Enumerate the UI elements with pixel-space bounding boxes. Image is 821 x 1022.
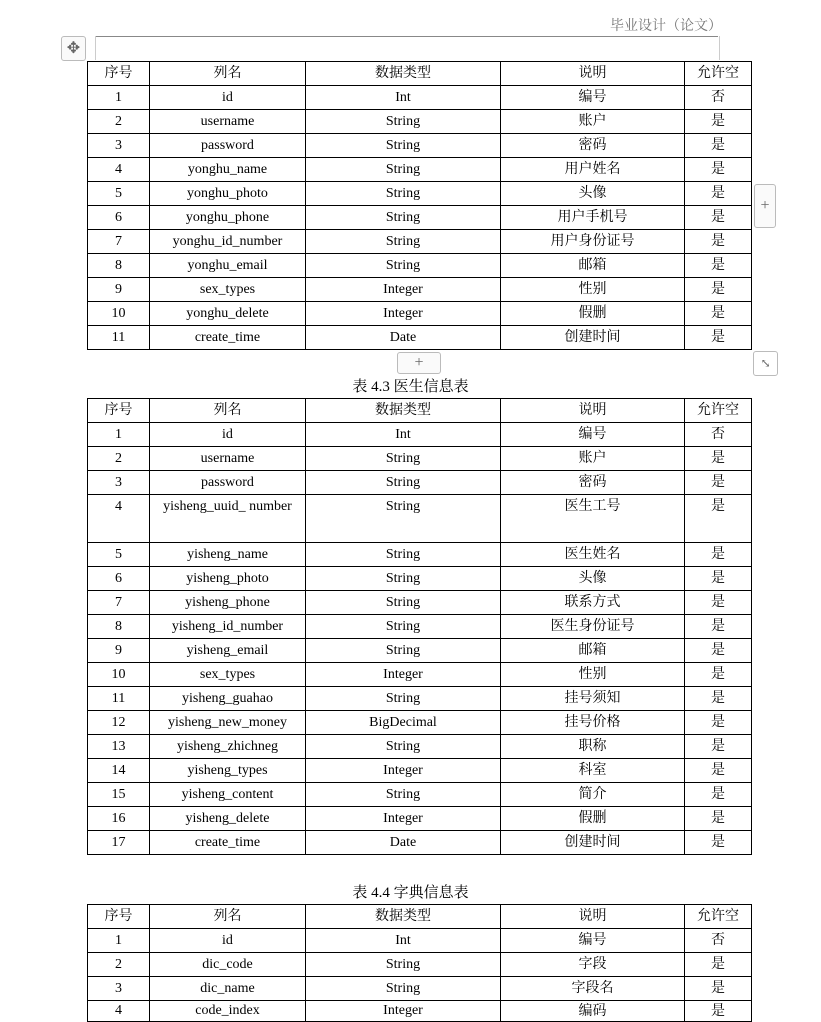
nullable-cell: 是	[685, 230, 752, 254]
description-cell: 医生身份证号	[501, 615, 685, 639]
description-cell: 科室	[501, 759, 685, 783]
description-cell: 创建时间	[501, 831, 685, 855]
data-type-cell: Integer	[306, 278, 501, 302]
nullable-cell: 是	[685, 326, 752, 350]
nullable-cell: 是	[685, 278, 752, 302]
table-row	[88, 471, 752, 495]
data-type-cell: String	[306, 182, 501, 206]
nullable-cell: 是	[685, 206, 752, 230]
description-cell: 邮箱	[501, 254, 685, 278]
description-cell: 编号	[501, 86, 685, 110]
description-cell: 职称	[501, 735, 685, 759]
row-number-cell: 1	[88, 423, 150, 447]
data-type-cell: Int	[306, 423, 501, 447]
column-name-cell: yonghu_id_number	[150, 230, 306, 254]
row-number-cell: 16	[88, 807, 150, 831]
description-cell: 密码	[501, 471, 685, 495]
data-type-cell: String	[306, 953, 501, 977]
row-number-cell: 2	[88, 110, 150, 134]
row-number-cell: 6	[88, 567, 150, 591]
nullable-cell: 是	[685, 711, 752, 735]
column-header: 允许空	[685, 905, 752, 929]
nullable-cell: 是	[685, 567, 752, 591]
table-row	[88, 929, 752, 953]
row-number-cell: 7	[88, 591, 150, 615]
description-cell: 简介	[501, 783, 685, 807]
description-cell: 医生姓名	[501, 543, 685, 567]
row-number-cell: 11	[88, 687, 150, 711]
column-name-cell: code_index	[150, 1001, 306, 1022]
row-number-cell: 10	[88, 663, 150, 687]
data-type-cell: Int	[306, 929, 501, 953]
dictionary-table	[87, 904, 752, 1022]
column-header: 说明	[501, 62, 685, 86]
table-move-handle-icon[interactable]: ✥	[61, 36, 86, 61]
column-name-cell: id	[150, 929, 306, 953]
column-header: 数据类型	[306, 399, 501, 423]
nullable-cell: 否	[685, 86, 752, 110]
description-cell: 挂号须知	[501, 687, 685, 711]
nullable-cell: 是	[685, 134, 752, 158]
column-name-cell: yonghu_photo	[150, 182, 306, 206]
table-header-row	[88, 399, 752, 423]
row-number-cell: 6	[88, 206, 150, 230]
column-name-cell: yisheng_zhichneg	[150, 735, 306, 759]
nullable-cell: 是	[685, 110, 752, 134]
table-row	[88, 158, 752, 182]
user-table	[87, 61, 752, 350]
description-cell: 字段	[501, 953, 685, 977]
table-row	[88, 711, 752, 735]
table-row	[88, 447, 752, 471]
data-type-cell: Integer	[306, 1001, 501, 1022]
description-cell: 头像	[501, 182, 685, 206]
data-type-cell: String	[306, 134, 501, 158]
nullable-cell: 是	[685, 759, 752, 783]
description-cell: 用户身份证号	[501, 230, 685, 254]
data-type-cell: Integer	[306, 302, 501, 326]
column-header: 序号	[88, 399, 150, 423]
column-name-cell: yonghu_name	[150, 158, 306, 182]
table-caption-4-4: 表 4.4 字典信息表	[352, 885, 469, 901]
data-type-cell: Date	[306, 326, 501, 350]
column-name-cell: username	[150, 110, 306, 134]
add-column-button[interactable]: +	[754, 184, 776, 228]
add-row-button[interactable]: +	[397, 352, 441, 374]
description-cell: 性别	[501, 663, 685, 687]
row-number-cell: 4	[88, 158, 150, 182]
data-type-cell: String	[306, 471, 501, 495]
table-row	[88, 182, 752, 206]
table-row	[88, 735, 752, 759]
column-header: 列名	[150, 905, 306, 929]
column-header: 说明	[501, 905, 685, 929]
column-name-cell: yisheng_uuid_ number	[150, 495, 306, 543]
column-header: 允许空	[685, 62, 752, 86]
table-row	[88, 254, 752, 278]
table-row	[88, 326, 752, 350]
nullable-cell: 是	[685, 687, 752, 711]
table-header-row	[88, 62, 752, 86]
description-cell: 头像	[501, 567, 685, 591]
nullable-cell: 是	[685, 639, 752, 663]
table-row	[88, 953, 752, 977]
data-type-cell: Integer	[306, 759, 501, 783]
page-header-title: 毕业设计（论文）	[610, 18, 722, 34]
nullable-cell: 是	[685, 591, 752, 615]
table-row	[88, 591, 752, 615]
row-number-cell: 8	[88, 615, 150, 639]
row-number-cell: 12	[88, 711, 150, 735]
row-number-cell: 17	[88, 831, 150, 855]
column-name-cell: sex_types	[150, 663, 306, 687]
table-row	[88, 230, 752, 254]
row-number-cell: 8	[88, 254, 150, 278]
row-number-cell: 4	[88, 1001, 150, 1022]
nullable-cell: 是	[685, 977, 752, 1001]
table-row	[88, 759, 752, 783]
nullable-cell: 是	[685, 471, 752, 495]
description-cell: 医生工号	[501, 495, 685, 543]
description-cell: 用户姓名	[501, 158, 685, 182]
description-cell: 编号	[501, 423, 685, 447]
column-name-cell: id	[150, 423, 306, 447]
data-type-cell: Integer	[306, 807, 501, 831]
row-number-cell: 1	[88, 86, 150, 110]
row-number-cell: 10	[88, 302, 150, 326]
table-header-row	[88, 905, 752, 929]
column-name-cell: create_time	[150, 831, 306, 855]
table-row	[88, 977, 752, 1001]
column-header: 列名	[150, 399, 306, 423]
row-number-cell: 3	[88, 134, 150, 158]
column-header: 允许空	[685, 399, 752, 423]
description-cell: 编号	[501, 929, 685, 953]
data-type-cell: String	[306, 735, 501, 759]
row-number-cell: 3	[88, 977, 150, 1001]
nullable-cell: 是	[685, 158, 752, 182]
description-cell: 账户	[501, 110, 685, 134]
column-name-cell: yonghu_delete	[150, 302, 306, 326]
nullable-cell: 是	[685, 615, 752, 639]
table-row	[88, 278, 752, 302]
column-name-cell: yisheng_content	[150, 783, 306, 807]
nullable-cell: 是	[685, 663, 752, 687]
description-cell: 假删	[501, 302, 685, 326]
table-row	[88, 831, 752, 855]
row-number-cell: 4	[88, 495, 150, 543]
nullable-cell: 是	[685, 447, 752, 471]
table-row	[88, 134, 752, 158]
row-number-cell: 7	[88, 230, 150, 254]
row-number-cell: 5	[88, 543, 150, 567]
column-name-cell: yonghu_phone	[150, 206, 306, 230]
column-name-cell: dic_code	[150, 953, 306, 977]
description-cell: 创建时间	[501, 326, 685, 350]
data-type-cell: String	[306, 977, 501, 1001]
row-number-cell: 13	[88, 735, 150, 759]
column-name-cell: dic_name	[150, 977, 306, 1001]
nullable-cell: 是	[685, 495, 752, 543]
doctor-table	[87, 398, 752, 855]
column-header: 序号	[88, 62, 150, 86]
data-type-cell: BigDecimal	[306, 711, 501, 735]
column-header: 列名	[150, 62, 306, 86]
column-name-cell: yisheng_types	[150, 759, 306, 783]
column-name-cell: create_time	[150, 326, 306, 350]
row-number-cell: 15	[88, 783, 150, 807]
column-header: 数据类型	[306, 905, 501, 929]
data-type-cell: String	[306, 206, 501, 230]
table-row	[88, 110, 752, 134]
column-name-cell: id	[150, 86, 306, 110]
column-header: 序号	[88, 905, 150, 929]
column-name-cell: sex_types	[150, 278, 306, 302]
description-cell: 性别	[501, 278, 685, 302]
nullable-cell: 是	[685, 783, 752, 807]
nullable-cell: 是	[685, 543, 752, 567]
description-cell: 邮箱	[501, 639, 685, 663]
column-name-cell: yisheng_name	[150, 543, 306, 567]
column-name-cell: yisheng_photo	[150, 567, 306, 591]
data-type-cell: Date	[306, 831, 501, 855]
table-row	[88, 807, 752, 831]
nullable-cell: 是	[685, 953, 752, 977]
description-cell: 联系方式	[501, 591, 685, 615]
nullable-cell: 是	[685, 735, 752, 759]
row-number-cell: 14	[88, 759, 150, 783]
description-cell: 账户	[501, 447, 685, 471]
data-type-cell: String	[306, 567, 501, 591]
nullable-cell: 是	[685, 1001, 752, 1022]
nullable-cell: 否	[685, 929, 752, 953]
table-row	[88, 302, 752, 326]
data-type-cell: String	[306, 110, 501, 134]
table-row	[88, 663, 752, 687]
data-type-cell: String	[306, 447, 501, 471]
row-number-cell: 11	[88, 326, 150, 350]
column-name-cell: yisheng_id_number	[150, 615, 306, 639]
description-cell: 挂号价格	[501, 711, 685, 735]
table-row	[88, 86, 752, 110]
column-header: 说明	[501, 399, 685, 423]
row-number-cell: 3	[88, 471, 150, 495]
row-number-cell: 5	[88, 182, 150, 206]
column-name-cell: yisheng_new_money	[150, 711, 306, 735]
header-area	[95, 36, 720, 60]
column-name-cell: yisheng_guahao	[150, 687, 306, 711]
column-header: 数据类型	[306, 62, 501, 86]
table-row	[88, 567, 752, 591]
column-name-cell: username	[150, 447, 306, 471]
row-number-cell: 2	[88, 953, 150, 977]
column-name-cell: yonghu_email	[150, 254, 306, 278]
data-type-cell: String	[306, 495, 501, 543]
data-type-cell: String	[306, 254, 501, 278]
table-row	[88, 206, 752, 230]
column-name-cell: password	[150, 134, 306, 158]
table-row	[88, 615, 752, 639]
row-number-cell: 2	[88, 447, 150, 471]
description-cell: 编码	[501, 1001, 685, 1022]
data-type-cell: String	[306, 591, 501, 615]
table-row	[88, 687, 752, 711]
table-row	[88, 543, 752, 567]
column-name-cell: password	[150, 471, 306, 495]
data-type-cell: Int	[306, 86, 501, 110]
data-type-cell: String	[306, 639, 501, 663]
nullable-cell: 否	[685, 423, 752, 447]
table-caption-4-3: 表 4.3 医生信息表	[352, 379, 469, 395]
data-type-cell: String	[306, 687, 501, 711]
description-cell: 密码	[501, 134, 685, 158]
description-cell: 字段名	[501, 977, 685, 1001]
description-cell: 用户手机号	[501, 206, 685, 230]
table-row	[88, 495, 752, 543]
data-type-cell: Integer	[306, 663, 501, 687]
nullable-cell: 是	[685, 831, 752, 855]
column-name-cell: yisheng_delete	[150, 807, 306, 831]
nullable-cell: 是	[685, 302, 752, 326]
description-cell: 假删	[501, 807, 685, 831]
row-number-cell: 9	[88, 278, 150, 302]
nullable-cell: 是	[685, 182, 752, 206]
data-type-cell: String	[306, 615, 501, 639]
row-number-cell: 1	[88, 929, 150, 953]
nullable-cell: 是	[685, 254, 752, 278]
table-resize-handle-icon[interactable]: ⤡	[753, 351, 778, 376]
data-type-cell: String	[306, 158, 501, 182]
data-type-cell: String	[306, 230, 501, 254]
table-row	[88, 639, 752, 663]
column-name-cell: yisheng_email	[150, 639, 306, 663]
column-name-cell: yisheng_phone	[150, 591, 306, 615]
nullable-cell: 是	[685, 807, 752, 831]
table-row	[88, 423, 752, 447]
row-number-cell: 9	[88, 639, 150, 663]
table-row	[88, 1001, 752, 1022]
table-row	[88, 783, 752, 807]
data-type-cell: String	[306, 783, 501, 807]
data-type-cell: String	[306, 543, 501, 567]
